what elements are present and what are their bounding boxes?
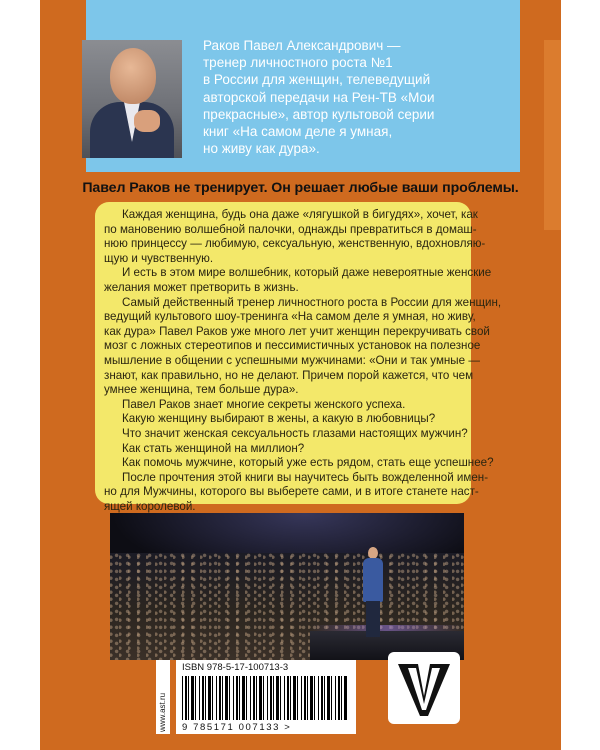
barcode-digits: 9 785171 007133 > [182, 722, 292, 733]
description-line: но для Мужчины, которого вы выберете сами, и в итоге станете наст- [104, 485, 479, 499]
barcode [182, 676, 348, 720]
description-text [104, 208, 502, 514]
description-line: Самый действенный тренер личностного роста в России для женщин, [122, 295, 502, 309]
author-bio-line: книг «На самом деле я умная, [203, 124, 393, 140]
publisher-website [156, 660, 170, 734]
description-line: ящей королевой. [104, 499, 196, 513]
description-line: как дура» Павел Раков уже много лет учит женщин перекручивать свой [104, 324, 490, 338]
publisher-website-text: www.ast.ru [158, 692, 167, 732]
isbn-barcode-block [176, 660, 356, 734]
description-line: мышление в общении с успешными мужчинами: «Они и так умные — [104, 353, 480, 367]
isbn-label: ISBN 978-5-17-100713-3 [182, 662, 289, 673]
description-line: Как помочь мужчине, который уже есть рядом, стать еще успешнее? [122, 456, 494, 470]
description-line: желания может претворить в жизнь. [104, 280, 299, 294]
description-line: нюю принцессу — любимую, сексуальную, женственную, вдохновляю- [104, 237, 486, 251]
concert-photo [110, 513, 464, 660]
tagline: Павел Раков не тренирует. Он решает любые ваши проблемы. [82, 180, 519, 196]
description-line: Что значит женская сексуальность глазами настоящих мужчин? [122, 426, 468, 440]
description-line: мозг с ложных стереотипов и пессимистичных установок на полезное [104, 339, 481, 353]
author-bio-line: тренер личностного роста №1 [203, 55, 393, 71]
author-bio [203, 37, 518, 157]
speaker-on-stage [362, 547, 384, 637]
author-bio-line: авторской передачи на Рен-ТВ «Мои [203, 89, 435, 105]
v-logo-shape [388, 652, 460, 724]
description-line: щую и чувственную. [104, 251, 214, 265]
description-line: знают, как правильно, но не делают. Причем порой кажется, что чем [104, 368, 474, 382]
description-line: умнее женщина, тем больше дура». [104, 383, 299, 397]
author-photo [82, 40, 182, 158]
description-line: Как стать женщиной на миллион? [122, 441, 305, 455]
description-line: Каждая женщина, будь она даже «лягушкой в бигудях», хочет, как [122, 208, 478, 221]
v-logo-icon [388, 652, 460, 724]
description-line: После прочтения этой книги вы научитесь быть вожделенной имен- [122, 470, 489, 484]
author-photo-hand [134, 110, 160, 132]
author-bio-line: Раков Павел Александрович — [203, 38, 401, 53]
description-line: по мановению волшебной палочки, однажды превратиться в домаш- [104, 222, 477, 236]
description-line: ведущий культового шоу-тренинга «На самом деле я умная, но живу, [104, 310, 476, 324]
author-bio-line: но живу как дура». [203, 141, 320, 157]
spine-edge [544, 40, 561, 230]
author-bio-line: прекрасные», автор культовой серии [203, 106, 435, 122]
author-photo-head [110, 48, 156, 104]
description-line: Павел Раков знает многие секреты женского успеха. [122, 397, 406, 411]
description-line: И есть в этом мире волшебник, который даже невероятные женские [122, 266, 492, 280]
description-line: Какую женщину выбирают в жены, а какую в любовницы? [122, 412, 436, 426]
author-bio-line: в России для женщин, телеведущий [203, 72, 431, 88]
